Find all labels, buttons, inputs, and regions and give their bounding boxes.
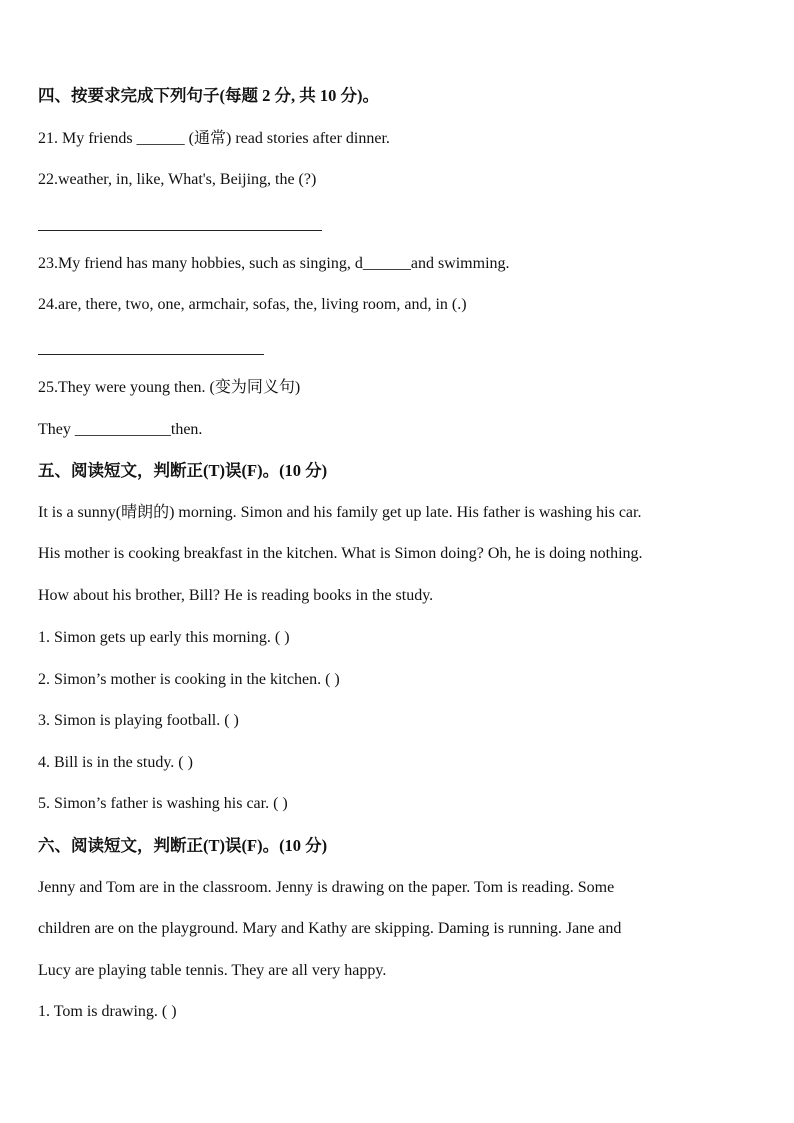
passage-5-line: His mother is cooking breakfast in the kitchen. What is Simon doing? Oh, he is doing nothing. <box>38 545 643 562</box>
answer-line-22 <box>38 230 322 231</box>
answer-line-24 <box>38 354 264 355</box>
question-25-answer: They ____________then. <box>38 421 203 438</box>
question-21: 21. My friends ______ (通常) read stories after dinner. <box>38 130 390 147</box>
passage-6-line: Jenny and Tom are in the classroom. Jenny is drawing on the paper. Tom is reading. Some <box>38 879 615 896</box>
passage-6-line: children are on the playground. Mary and Kathy are skipping. Daming is running. Jane and <box>38 920 622 937</box>
section-4-heading: 四、按要求完成下列句子(每题 2 分, 共 10 分)。 <box>38 86 379 105</box>
passage-6-line: Lucy are playing table tennis. They are all very happy. <box>38 962 387 979</box>
passage-5-line: How about his brother, Bill? He is reading books in the study. <box>38 587 434 604</box>
section-6-heading: 六、阅读短文，判断正(T)误(F)。(10 分) <box>38 836 328 855</box>
passage-5-line: It is a sunny(晴朗的) morning. Simon and his family get up late. His father is washing his car. <box>38 504 642 521</box>
section-5-heading: 五、阅读短文，判断正(T)误(F)。(10 分) <box>38 461 328 480</box>
judge-item-4: 4. Bill is in the study. ( ) <box>38 754 193 771</box>
judge-item-3: 3. Simon is playing football. ( ) <box>38 712 239 729</box>
judge-item-1: 1. Simon gets up early this morning. ( ) <box>38 629 290 646</box>
judge-item-5: 5. Simon’s father is washing his car. ( ) <box>38 795 288 812</box>
judge-item-6-1: 1. Tom is drawing. ( ) <box>38 1003 177 1020</box>
question-23: 23.My friend has many hobbies, such as singing, d______and swimming. <box>38 255 510 272</box>
question-24: 24.are, there, two, one, armchair, sofas, the, living room, and, in (.) <box>38 296 467 313</box>
question-22: 22.weather, in, like, What's, Beijing, the (?) <box>38 171 317 188</box>
judge-item-2: 2. Simon’s mother is cooking in the kitchen. ( ) <box>38 671 340 688</box>
question-25: 25.They were young then. (变为同义句) <box>38 379 301 396</box>
